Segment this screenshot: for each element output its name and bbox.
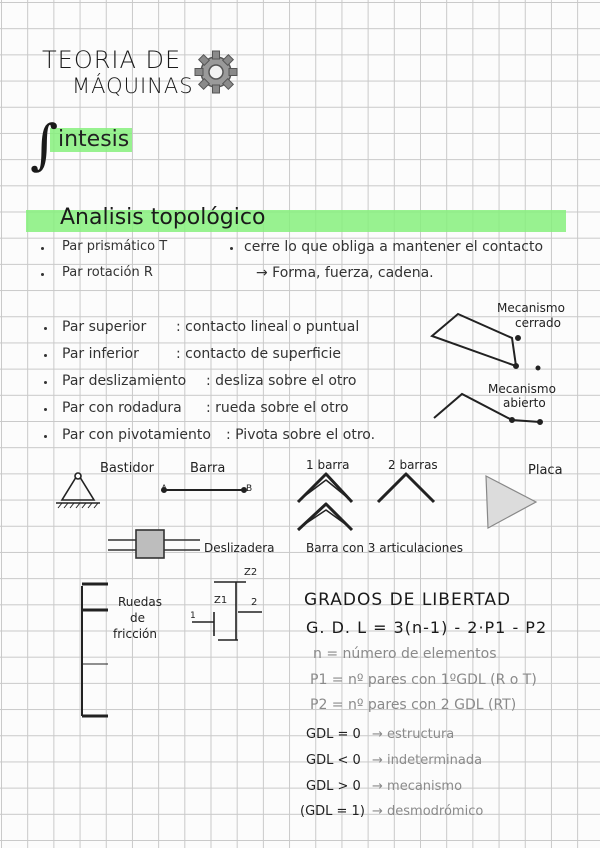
dof-formula: G. D. L = 3(n-1) - 2·P1 - P2 [306,618,548,637]
bar-point-b: B [246,484,253,494]
pair-rolling-desc: : rueda sobre el otro [206,400,349,416]
pair-inferior-label: Par inferior [62,346,139,362]
pair-rotation: Par rotación R [62,265,153,280]
dof-case-1-cond: GDL < 0 [306,753,361,768]
bar-joint-sketches [298,474,434,530]
dof-case-0-result: → estructura [372,727,455,742]
friction-wheels-sketch [82,584,108,716]
open-mechanism-label-2: abierto [503,396,546,410]
placa-label: Placa [528,463,563,478]
pair-sliding-label: Par deslizamiento [62,373,187,389]
pair-prismatic: Par prismático T [62,239,168,254]
dof-title: GRADOS DE LIBERTAD [304,590,512,610]
pair-pivot-desc: : Pivota sobre el otro. [226,427,376,443]
deslizadera-sketch [108,530,200,558]
dof-case-2-cond: GDL > 0 [306,779,361,794]
bastidor-label: Bastidor [100,461,154,476]
placa-sketch [486,476,536,528]
gear-1-label: 1 [190,611,196,621]
z1-label: Z1 [214,595,228,606]
two-bars-label: 2 barras [388,458,438,472]
barra-label: Barra [190,461,226,476]
closed-mechanism-label-2: cerrado [515,316,561,330]
dof-def-p1: P1 = nº pares con 1ºGDL (R o T) [310,672,537,688]
pair-rolling-label: Par con rodadura [62,400,182,416]
dof-case-0-cond: GDL = 0 [306,727,361,742]
analysis-heading: Analisis topológico [60,205,266,230]
wheels-label-1: Ruedas [118,595,163,609]
section-title: intesis [58,127,130,152]
wheels-label-3: fricción [113,627,157,641]
deslizadera-label: Deslizadera [204,541,275,555]
gear-2-label: 2 [251,597,258,608]
pair-superior-desc: : contacto lineal o puntual [176,319,360,335]
title-line-2: MÁQUINAS [72,74,194,98]
dof-def-n: n = número de elementos [313,646,497,662]
dof-case-1-result: → indeterminada [372,753,483,768]
closed-mechanism-sketch [432,314,540,370]
gear-pair-sketch [192,582,262,640]
pair-pivot-label: Par con pivotamiento [62,427,211,443]
open-mechanism-label-1: Mecanismo [488,382,556,396]
closed-mechanism-label-1: Mecanismo [497,301,565,315]
dof-case-3-cond: (GDL = 1) [300,804,365,819]
integral-symbol: ∫ [30,113,59,176]
pair-superior-label: Par superior [62,319,147,335]
three-joints-label: Barra con 3 articulaciones [306,541,463,555]
closure-line-2: → Forma, fuerza, cadena. [256,265,434,281]
z2-label: Z2 [244,567,258,578]
closure-line-1: cerre lo que obliga a mantener el contacto [244,239,544,255]
dof-case-2-result: → mecanismo [372,779,463,794]
title-line-1: TEORIA DE [42,46,182,74]
pair-sliding-desc: : desliza sobre el otro [206,373,357,389]
one-bar-label: 1 barra [306,458,350,472]
wheels-label-2: de [130,611,145,625]
barra-sketch [162,488,246,492]
bastidor-sketch [56,473,100,508]
dof-case-3-result: → desmodrómico [372,804,484,819]
pair-inferior-desc: : contacto de superficie [176,346,341,362]
dof-def-p2: P2 = nº pares con 2 GDL (RT) [310,697,517,713]
open-mechanism-sketch [434,394,542,424]
